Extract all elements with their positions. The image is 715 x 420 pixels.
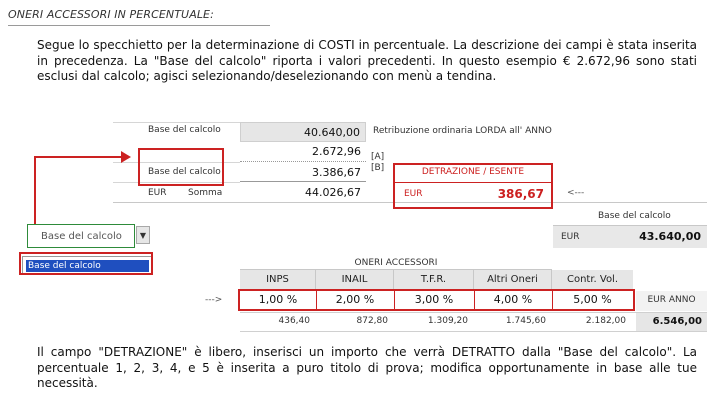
eur-anno-label: EUR ANNO bbox=[647, 295, 696, 305]
detrazione-currency: EUR bbox=[404, 189, 423, 199]
spreadsheet-area bbox=[0, 115, 715, 335]
row1-cell[interactable] bbox=[240, 122, 366, 142]
detrazione-box bbox=[393, 163, 553, 209]
row2-value: 2.672,96 bbox=[312, 145, 361, 158]
intro-paragraph: Segue lo specchietto per la determinazione di COSTI in percentuale. La descrizione dei campi è stata inserita in precedenza. La "Base del calcolo" riporta i valori precedenti. In questo esempio € 2.672,96 sono stati esclusi dal calcolo; agisci selezionando/deselezionando con menù a tendina. bbox=[37, 38, 697, 83]
dropdown-value: Base del calcolo bbox=[41, 231, 122, 242]
amount-tfr: 1.309,20 bbox=[427, 316, 468, 326]
connector-horizontal bbox=[34, 156, 122, 158]
header-contr-vol: Contr. Vol. bbox=[552, 270, 633, 290]
base-calcolo-cell[interactable] bbox=[553, 226, 707, 248]
pct-tfr[interactable]: 3,00 % bbox=[414, 293, 454, 306]
pct-altri-oneri[interactable]: 4,00 % bbox=[493, 293, 533, 306]
arrow-left-label: <--- bbox=[567, 188, 585, 198]
total-cell bbox=[636, 313, 707, 331]
row3-cell[interactable] bbox=[240, 163, 366, 182]
eur-anno-cell bbox=[636, 291, 707, 311]
amount-altri-oneri: 1.745,60 bbox=[505, 316, 546, 326]
arrow-oneri-label: ---> bbox=[205, 295, 223, 305]
dropdown-option[interactable]: Base del calcolo bbox=[26, 260, 149, 272]
row3-marker: [B] bbox=[371, 163, 385, 173]
arrow-right-icon bbox=[121, 151, 131, 163]
header-inps: INPS bbox=[240, 270, 316, 290]
row4-value: 44.026,67 bbox=[305, 186, 361, 199]
heading-underline bbox=[8, 25, 270, 26]
oneri-title: ONERI ACCESSORI bbox=[354, 258, 438, 268]
header-tfr: T.F.R. bbox=[394, 270, 474, 290]
row4-cell[interactable] bbox=[240, 183, 366, 202]
base-calcolo-value: 43.640,00 bbox=[639, 230, 701, 243]
base-calcolo-dropdown[interactable] bbox=[27, 224, 135, 248]
pct-contr-vol[interactable]: 5,00 % bbox=[573, 293, 612, 306]
row4-currency: EUR bbox=[148, 188, 167, 198]
row1-value: 40.640,00 bbox=[304, 126, 360, 139]
row2-marker: [A] bbox=[371, 152, 385, 162]
row3-value: 3.386,67 bbox=[312, 166, 361, 179]
connector-vertical bbox=[34, 156, 36, 224]
header-inail: INAIL bbox=[316, 270, 394, 290]
amount-inps: 436,40 bbox=[278, 316, 310, 326]
row4-label: Somma bbox=[188, 188, 223, 198]
pct-inps[interactable]: 1,00 % bbox=[258, 293, 298, 306]
row3-label: Base del calcolo bbox=[148, 167, 221, 177]
header-altri-oneri: Altri Oneri bbox=[474, 270, 552, 290]
detrazione-value[interactable]: 386,67 bbox=[497, 187, 544, 201]
section-heading: ONERI ACCESSORI IN PERCENTUALE: bbox=[8, 8, 214, 21]
detrazione-title: DETRAZIONE / ESENTE bbox=[421, 167, 525, 177]
highlight-box-dropdown bbox=[19, 252, 153, 275]
chevron-down-icon[interactable]: ▼ bbox=[136, 226, 150, 244]
pct-inail[interactable]: 2,00 % bbox=[335, 293, 375, 306]
row2-cell[interactable] bbox=[240, 143, 366, 162]
footer-paragraph: Il campo "DETRAZIONE" è libero, inserisci un importo che verrà DETRATTO dalla "Base del calcolo". La percentuale 1, 2, 3, 4, e 5 è inserita a puro titolo di prova; modifica opportunamente in base alle tue necessità. bbox=[37, 345, 697, 390]
amount-contr-vol: 2.182,00 bbox=[585, 316, 626, 326]
row1-label: Base del calcolo bbox=[148, 125, 221, 135]
total-value: 6.546,00 bbox=[652, 316, 702, 327]
highlight-box-label bbox=[138, 148, 224, 186]
row1-note: Retribuzione ordinaria LORDA all' ANNO bbox=[373, 126, 552, 136]
base-calcolo-currency: EUR bbox=[561, 232, 580, 242]
base-calcolo-title: Base del calcolo bbox=[598, 211, 671, 221]
amount-inail: 872,80 bbox=[356, 316, 388, 326]
oneri-header-row bbox=[240, 270, 633, 290]
